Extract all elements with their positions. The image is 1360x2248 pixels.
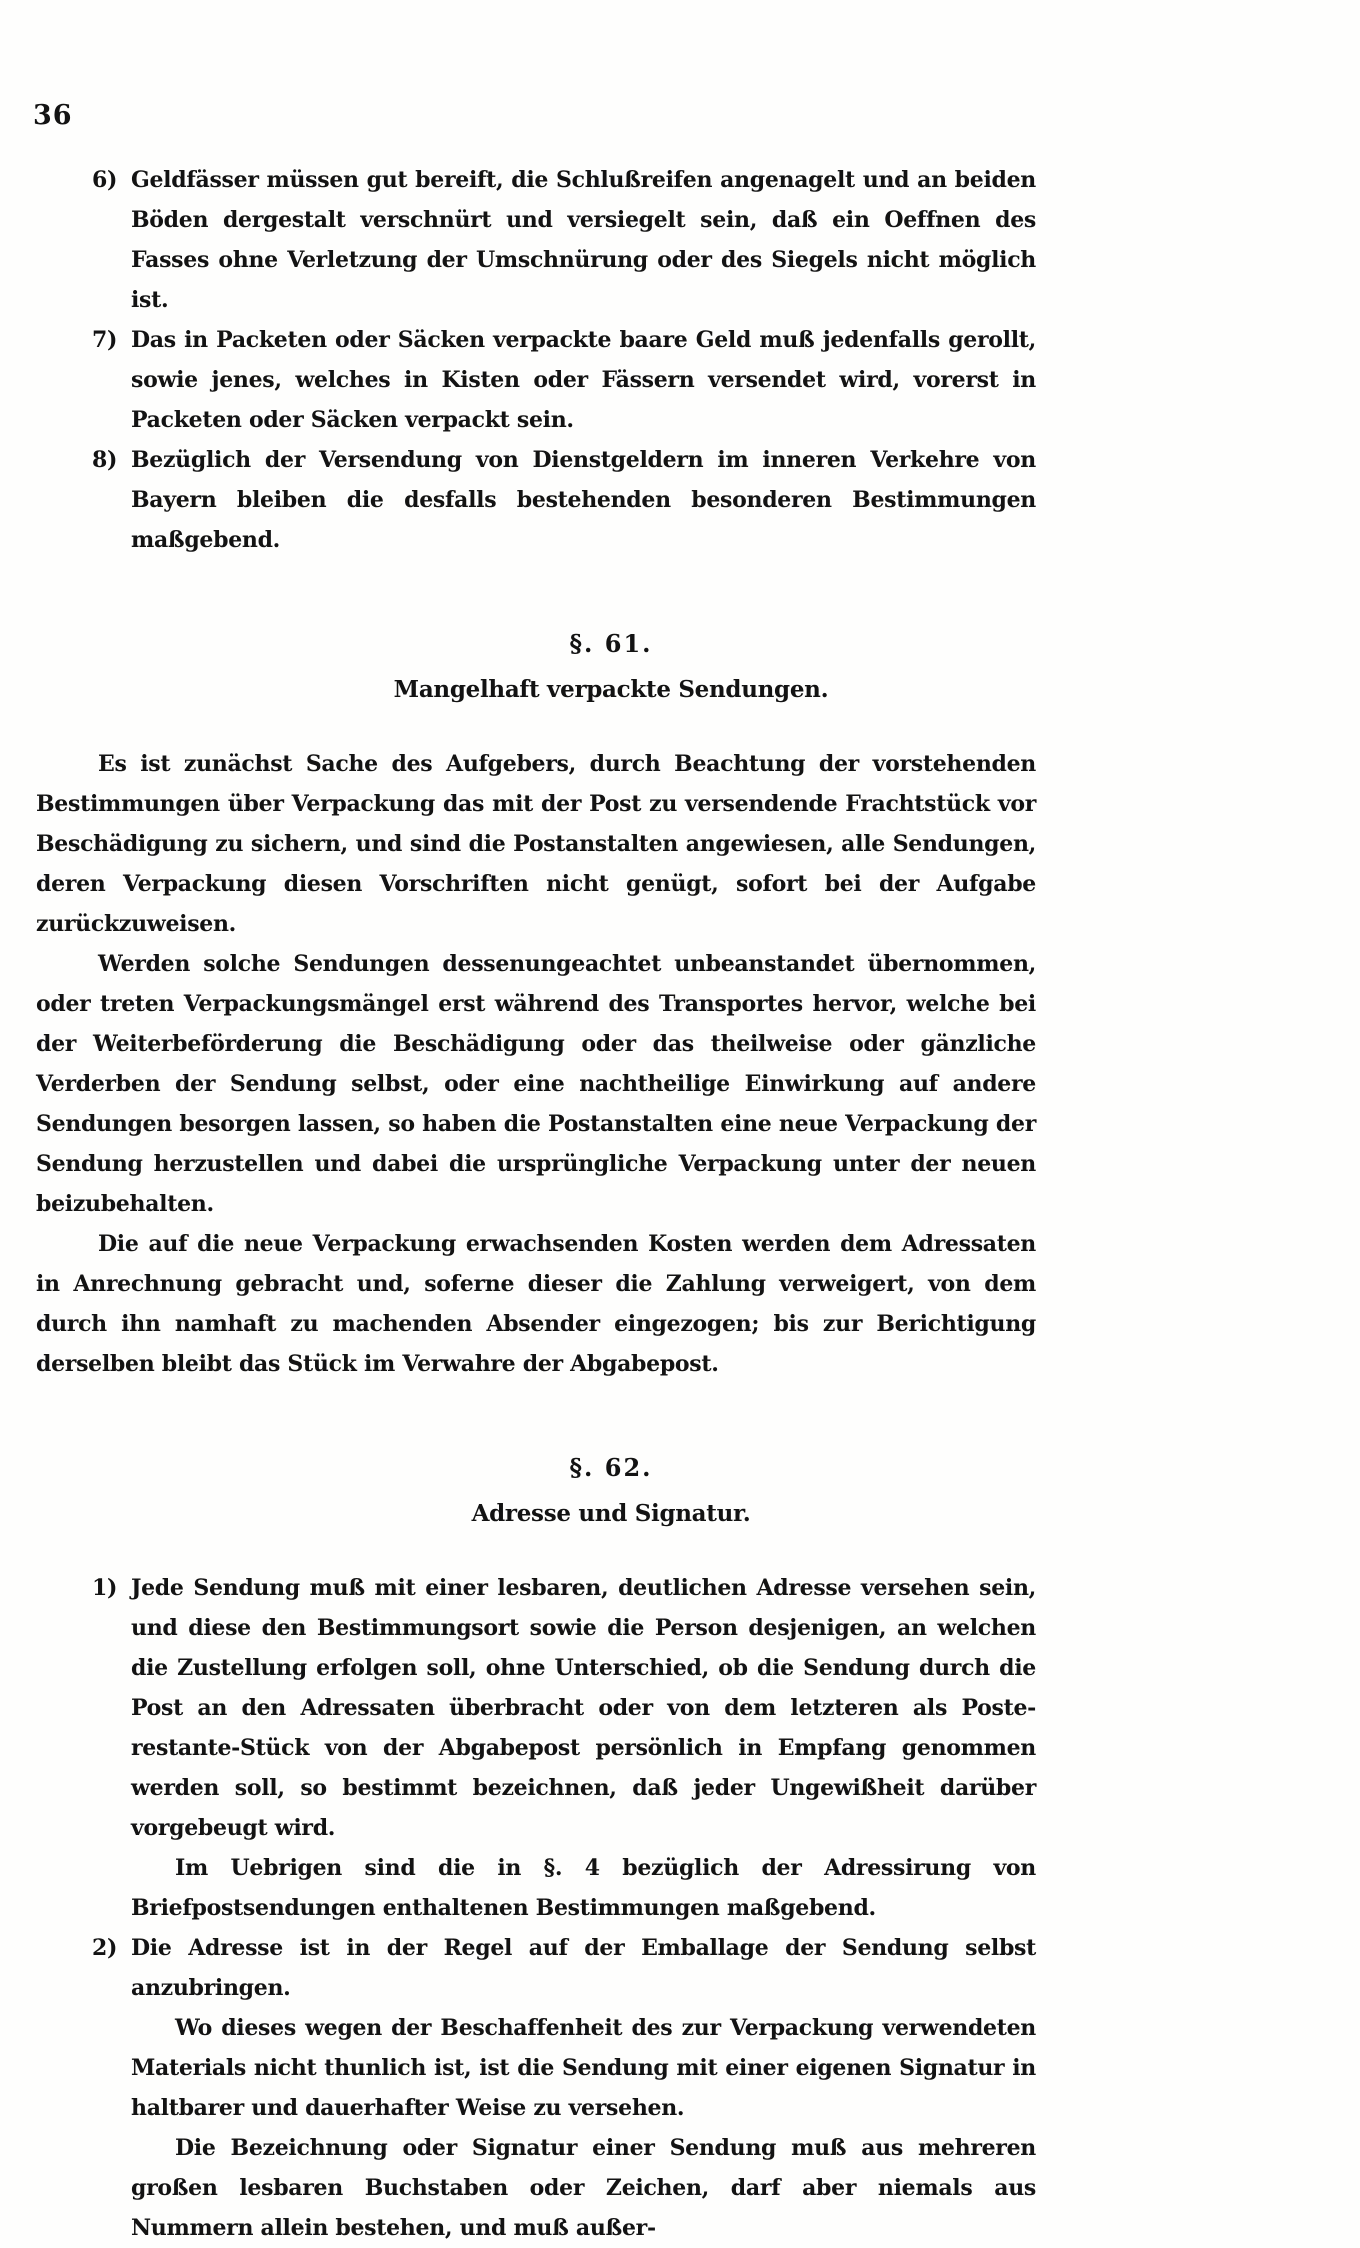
section-61-number: §. 61.	[569, 629, 653, 658]
section-61-paragraph: Die auf die neue Verpackung erwachsenden Kosten werden dem Adressaten in Anrechnung gebracht und, soferne dieser die Zahlung verweigert, von dem durch ihn namhaft zu machenden Absender eingezogen; bis zur Berichtigung derselben bleibt das Stück im Verwahre der Abgabepost.	[36, 1231, 1036, 1377]
list-item-text: Geldfässer müssen gut bereift, die Schlußreifen angenagelt und an beiden Böden dergestalt verschnürt und versiegelt sein, daß ein Oeffnen des Fasses ohne Verletzung der Umschnürung oder des Siegels nicht möglich ist.	[131, 167, 1036, 313]
section-61-paragraph: Werden solche Sendungen dessenungeachtet unbeanstandet übernommen, oder treten Verpackungsmängel erst während des Transportes hervor, welche bei der Weiterbeförderung die Beschädigung oder das theilweise oder gänzliche Verderben der Sendung selbst, oder eine nachtheilige Einwirkung auf andere Sendungen besorgen lassen, so haben die Postanstalten eine neue Verpackung der Sendung herzustellen und dabei die ursprüngliche Verpackung unter der neuen beizubehalten.	[36, 951, 1036, 1217]
section-61-paragraph: Es ist zunächst Sache des Aufgebers, durch Beachtung der vorstehenden Bestimmungen über Verpackung das mit der Post zu versendende Frachtstück vor Beschädigung zu sichern, und sind die Postanstalten angewiesen, alle Sendungen, deren Verpackung diesen Vorschriften nicht genügt, sofort bei der Aufgabe zurückzuweisen.	[36, 751, 1036, 937]
page-number: 36	[33, 100, 73, 131]
list-item-text: Die Adresse ist in der Regel auf der Emballage der Sendung selbst anzubringen.	[131, 1935, 1036, 2001]
page-content-column	[36, 160, 1036, 2248]
list-item-number: 8)	[92, 447, 118, 473]
list-item-text: Jede Sendung muß mit einer lesbaren, deutlichen Adresse versehen sein, und diese den Bestimmungsort sowie die Person desjenigen, an welchen die Zustellung erfolgen soll, ohne Unterschied, ob die Sendung durch die Post an den Adressaten überbracht oder von dem letzteren als Poste-restante-Stück von der Abgabepost persönlich in Empfang genommen werden soll, so bestimmt bezeichnen, daß jeder Ungewißheit darüber vorgebeugt wird.	[131, 1575, 1036, 1841]
list-item	[36, 320, 1036, 440]
list-item-text: Bezüglich der Versendung von Dienstgeldern im inneren Verkehre von Bayern bleiben die desfalls bestehenden besonderen Bestimmungen maßgebend.	[131, 447, 1036, 553]
list-item-number: 1)	[92, 1575, 118, 1601]
list-item-number: 6)	[92, 167, 118, 193]
list-item-subparagraph: Wo dieses wegen der Beschaffenheit des zur Verpackung verwendeten Materials nicht thunlich ist, ist die Sendung mit einer eigenen Signatur in haltbarer und dauerhafter Weise zu versehen.	[131, 2015, 1036, 2121]
list-item	[36, 1928, 1036, 2008]
list-item	[36, 440, 1036, 560]
list-item-number: 7)	[92, 327, 118, 353]
list-item-subparagraph: Die Bezeichnung oder Signatur einer Sendung muß aus mehreren großen lesbaren Buchstaben oder Zeichen, darf aber niemals aus Nummern allein bestehen, und muß außer-	[131, 2135, 1036, 2241]
list-item	[36, 1568, 1036, 1848]
list-item-text: Das in Packeten oder Säcken verpackte baare Geld muß jedenfalls gerollt, sowie jenes, welches in Kisten oder Fässern versendet wird, vorerst in Packeten oder Säcken verpackt sein.	[131, 327, 1036, 433]
list-item-number: 2)	[92, 1935, 118, 1961]
section-62-number: §. 62.	[569, 1453, 653, 1482]
section-62-title: Adresse und Signatur.	[471, 1500, 751, 1527]
section-61-title: Mangelhaft verpackte Sendungen.	[393, 676, 829, 703]
list-item	[36, 160, 1036, 320]
list-item-subparagraph: Im Uebrigen sind die in §. 4 bezüglich der Adressirung von Briefpostsendungen enthaltenen Bestimmungen maßgebend.	[131, 1855, 1036, 1921]
